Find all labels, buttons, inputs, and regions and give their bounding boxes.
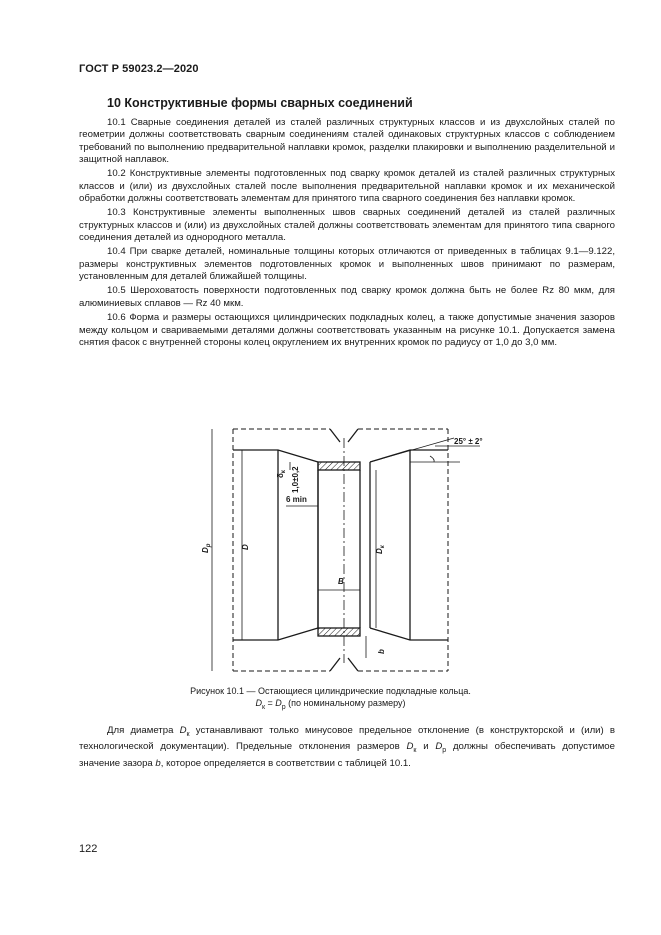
min-gap-label: 6 min: [286, 495, 307, 504]
ring-width-label: B: [338, 577, 344, 586]
figure-10-1: [190, 418, 490, 678]
backing-ring: [318, 462, 360, 636]
body-text: [79, 117, 615, 351]
paragraph-10-2: 10.2 Конструктивные элементы подготовленных под сварку кромок деталей из сталей различных структурных классов и (или) из двухслойных сталей после выполнения предварительной наплавки кромок и их механической обработки должны соответствовать элементам для принятого типа сварного соединения без наплавки кромок.: [79, 168, 615, 205]
paragraph-10-5: 10.5 Шероховатость поверхности подготовленных под сварку кромок должна быть не более Rz 80 мкм, для алюминиевых сплавов — Rz 40 мкм.: [79, 285, 615, 309]
gap-b-label: b: [377, 649, 386, 654]
backing-ring-drawing: [190, 418, 490, 678]
diameter-dk-label: $D_к$: [375, 545, 386, 554]
section-title: 10 Конструктивные формы сварных соединений: [107, 96, 413, 110]
diameter-dp-label: $D_р$: [201, 543, 212, 553]
pipe-wall-right: [348, 429, 448, 671]
post-figure-text: [79, 725, 615, 770]
angle-label: 25° ± 2°: [454, 437, 483, 446]
paragraph-10-3: 10.3 Конструктивные элементы выполненных швов сварных соединений деталей из сталей различных структурных классов и (или) из двухслойных сталей должны соответствовать элементам для принятого типа сварного соединения деталей из однородного металла.: [79, 207, 615, 244]
document-header: ГОСТ Р 59023.2—2020: [79, 63, 199, 75]
delta-k-label: $\delta_к$: [276, 470, 287, 478]
diameter-d-label: D: [241, 544, 250, 550]
caption-line-2: $D_к = D_р$ (по номинальному размеру): [255, 698, 406, 711]
paragraph-10-4: 10.4 При сварке деталей, номинальные толщины которых отличаются от приведенных в таблицах 9.1—9.122, размеры конструктивных элементов подготовленных кромок и выполненных швов принимают по размерам, установленным для деталей ближайшей толщины.: [79, 246, 615, 283]
caption-line-1: Рисунок 10.1 — Остающиеся цилиндрические подкладные кольца.: [190, 686, 471, 696]
paragraph-dk-tolerance: Для диаметра $D_к$ устанавливают только минусовое предельное отклонение (в конструкторской и (или) в технологической документации). Предельные отклонения размеров $D_к$ и $D_р$ должны обеспечивать допустимое значение зазора b, которое определяется в соответствии с таблицей 10.1.: [79, 725, 615, 769]
paragraph-10-6: 10.6 Форма и размеры остающихся цилиндрических подкладных колец, а также допустимые значения зазоров между кольцом и свариваемыми деталями должны соответствовать указанным на рисунке 10.1. Допускается замена снятия фасок с внутренней стороны колец округлением их внутренних кромок по радиусу от 1,0 до 3,0 мм.: [79, 312, 615, 348]
page-number: 122: [79, 843, 98, 855]
tolerance-label: 1,0±0,2: [291, 466, 300, 493]
figure-caption: [0, 685, 661, 714]
paragraph-10-1: 10.1 Сварные соединения деталей из сталей различных структурных классов и из двухслойных сталей по геометрии должны соответствовать сварным соединениям сталей одинаковых структурных классов с соблюдением требований по выполнению предварительной наплавки кромок, разделки плакировки и выполнению разделительной и защитной наплавок.: [79, 117, 615, 166]
